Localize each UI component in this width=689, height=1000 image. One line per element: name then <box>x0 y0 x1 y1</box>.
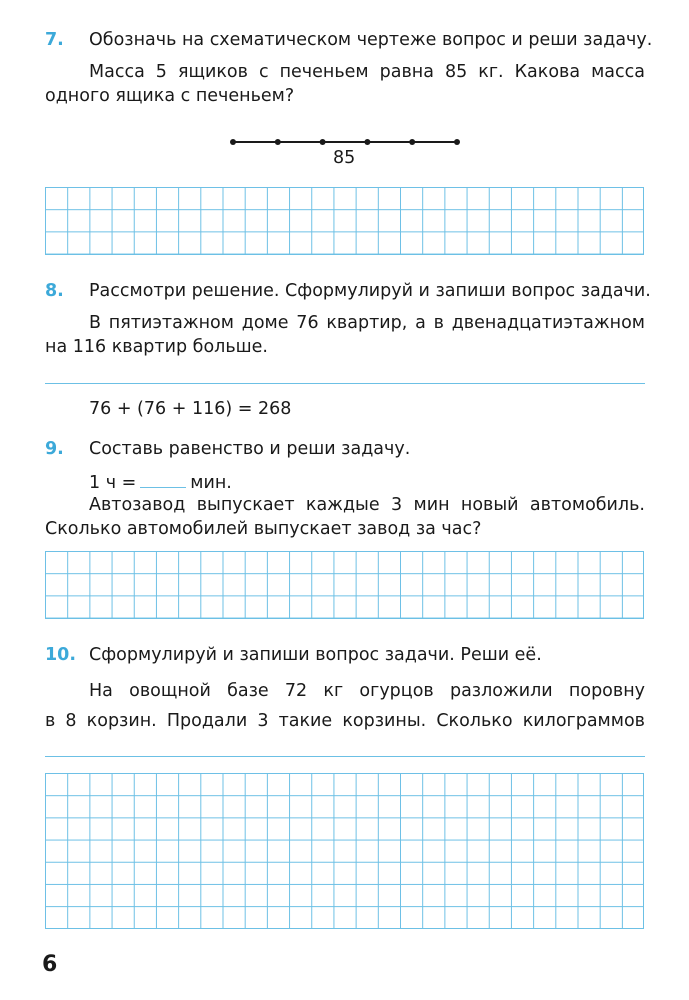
diagram-point <box>320 139 326 145</box>
task-8-text <box>45 311 645 359</box>
task-9-equality <box>89 469 232 495</box>
task-10-answer-line[interactable] <box>45 756 645 757</box>
task-8-answer-line[interactable] <box>45 383 645 384</box>
page-number: 6 <box>42 952 58 977</box>
task-8-number: 8. <box>45 281 64 301</box>
diagram-point <box>275 139 281 145</box>
task-9-equality-left: 1 ч = <box>89 473 137 493</box>
task-10-instruction: Сформулируй и запиши вопрос задачи. Реши её. <box>89 645 542 665</box>
task-10-line-2: в 8 корзин. Продали 3 такие корзины. Сколько килограммов <box>45 711 645 731</box>
task-9-equality-right: мин. <box>190 473 232 493</box>
task-8-instruction: Рассмотри решение. Сформулируй и запиши вопрос задачи. <box>89 281 651 301</box>
task-9-instruction: Составь равенство и реши задачу. <box>89 439 411 459</box>
task-10-line-1: На овощной базе 72 кг огурцов разложили поровну <box>89 681 645 701</box>
task-7-answer-grid[interactable] <box>45 187 644 255</box>
diagram-point <box>230 139 236 145</box>
task-10-number: 10. <box>45 645 77 665</box>
diagram-point <box>454 139 460 145</box>
task-7-text <box>45 60 645 108</box>
task-7-line-1: Масса 5 ящиков с печеньем равна 85 кг. Какова масса <box>89 62 645 82</box>
task-9-line-1: Автозавод выпускает каждые 3 мин новый автомобиль. <box>89 495 645 515</box>
task-9-number: 9. <box>45 439 64 459</box>
task-7-instruction: Обозначь на схематическом чертеже вопрос и реши задачу. <box>89 30 653 50</box>
task-8-line-1: В пятиэтажном доме 76 квартир, а в двенадцатиэтажном <box>89 313 645 333</box>
task-9-answer-grid[interactable] <box>45 551 644 619</box>
task-7-line-2: одного ящика с печеньем? <box>45 86 295 106</box>
diagram-point <box>409 139 415 145</box>
task-10-answer-grid[interactable] <box>45 773 644 929</box>
task-9-line-2: Сколько автомобилей выпускает завод за час? <box>45 519 482 539</box>
diagram-point <box>364 139 370 145</box>
task-9-text <box>45 493 645 541</box>
task-10-text <box>45 676 645 736</box>
task-7-number: 7. <box>45 30 64 50</box>
task-7-diagram-label: 85 <box>333 148 356 168</box>
task-8-line-2: на 116 квартир больше. <box>45 337 268 357</box>
task-8-solution: 76 + (76 + 116) = 268 <box>89 399 292 419</box>
task-9-blank-field[interactable] <box>140 469 186 488</box>
